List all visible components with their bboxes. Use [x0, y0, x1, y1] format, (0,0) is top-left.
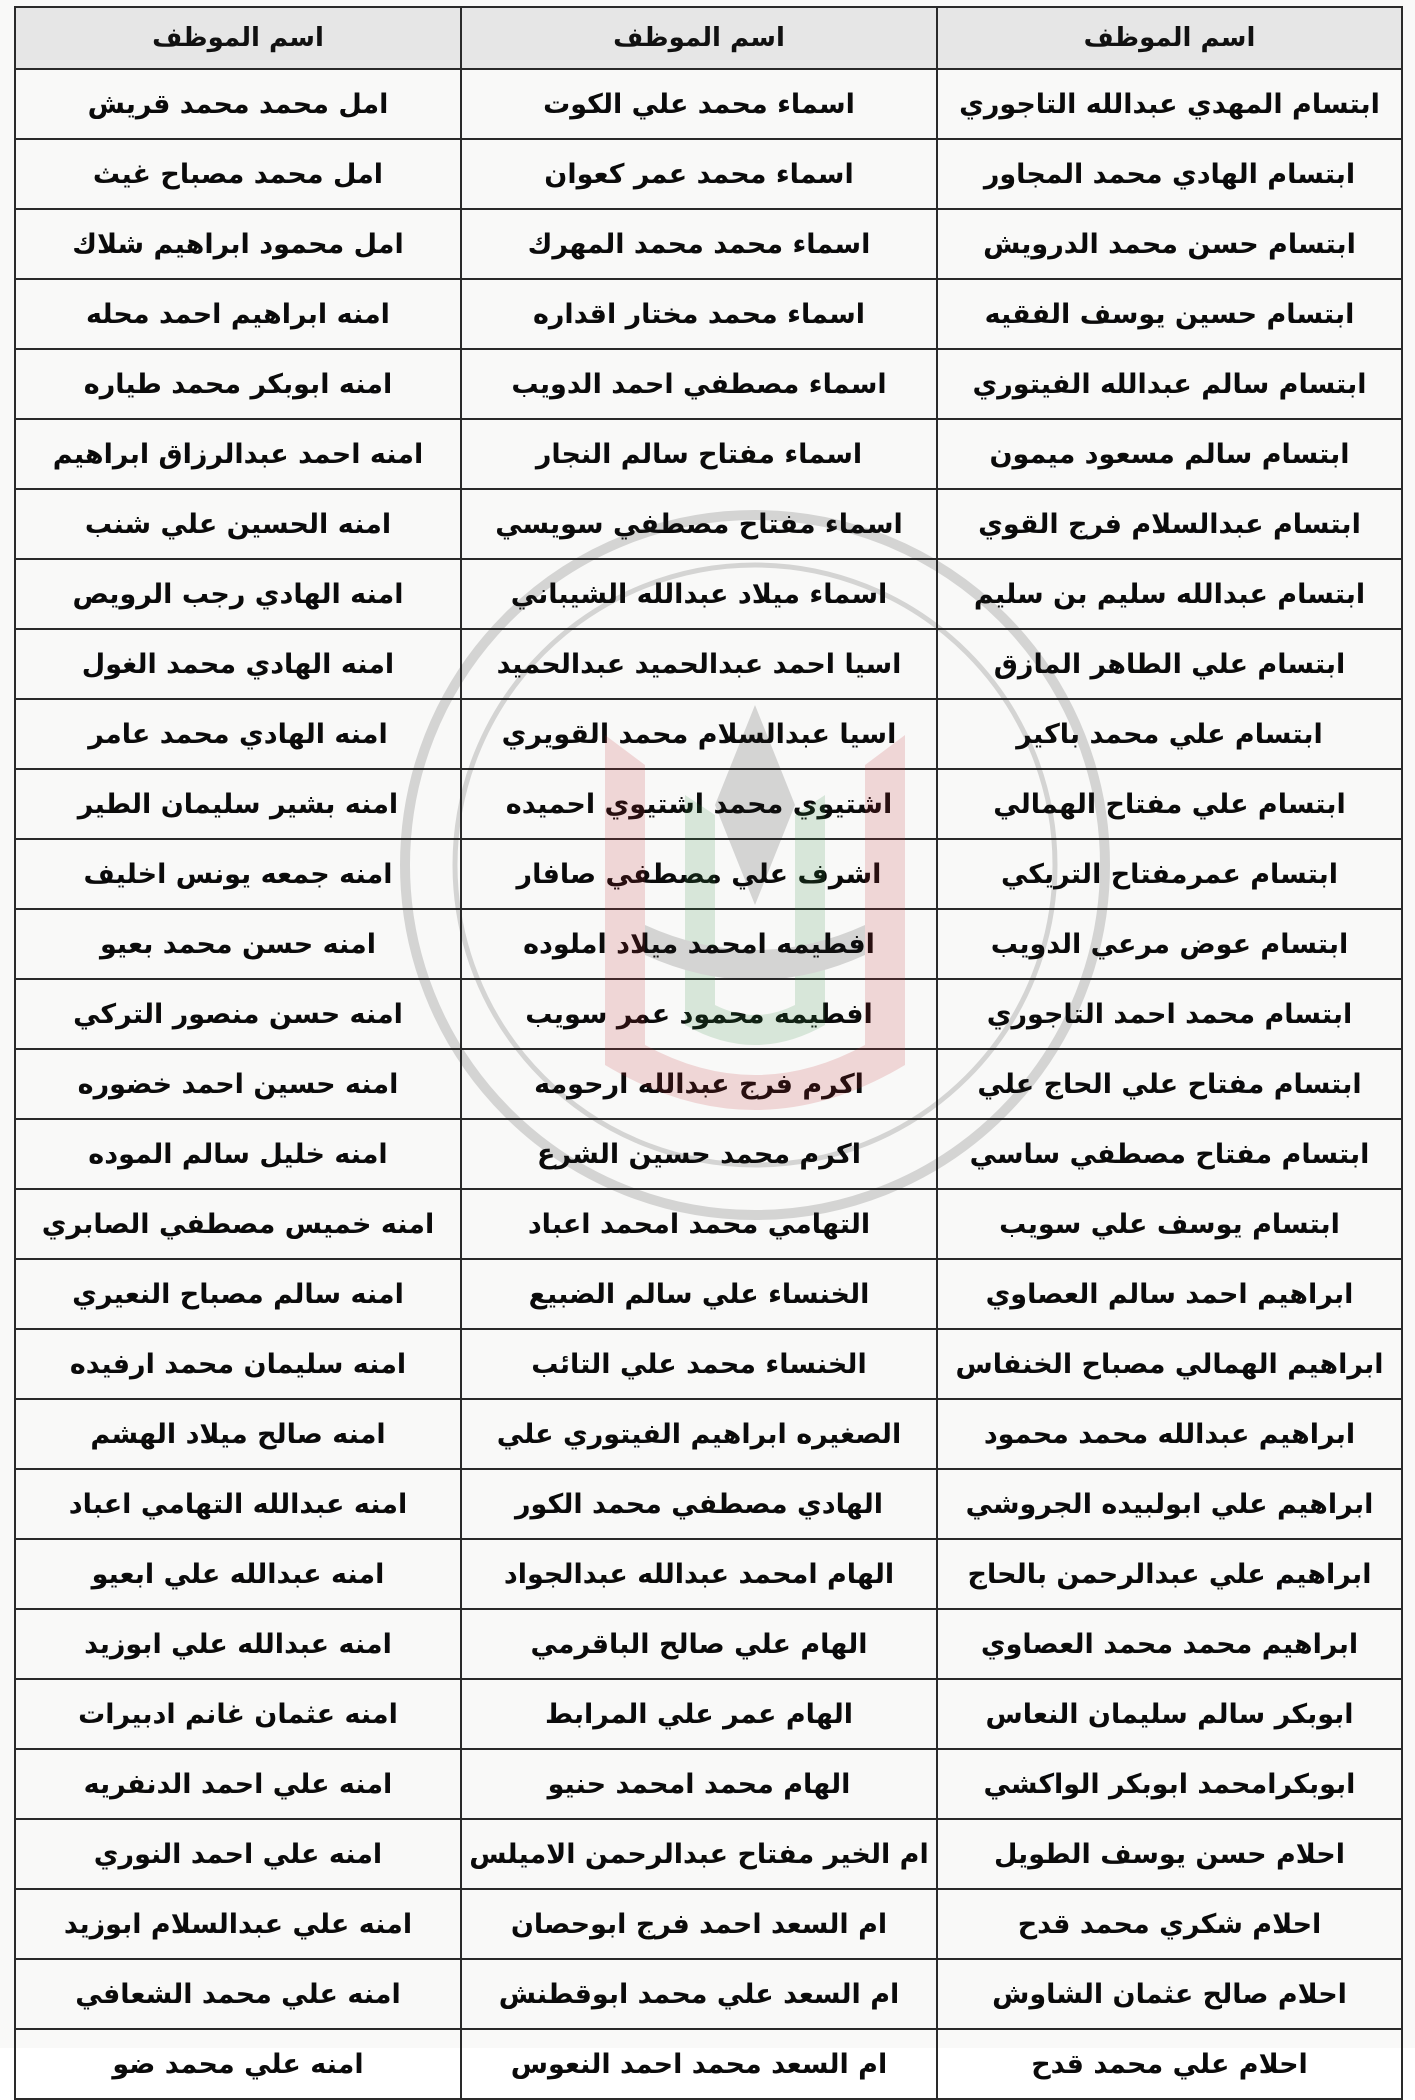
- employee-name-cell: امنه حسين احمد خضوره: [15, 1049, 461, 1119]
- employee-name-cell: امنه الهادي محمد الغول: [15, 629, 461, 699]
- employee-name-cell: ابتسام المهدي عبدالله التاجوري: [937, 69, 1402, 139]
- employee-name-cell: امنه ابراهيم احمد محله: [15, 279, 461, 349]
- table-row: [15, 2029, 1402, 2099]
- employee-name-cell: ابراهيم علي عبدالرحمن بالحاج: [937, 1539, 1402, 1609]
- employee-name-cell: افطيمه محمود عمر سويب: [461, 979, 937, 1049]
- employee-name-cell: ابراهيم محمد محمد العصاوي: [937, 1609, 1402, 1679]
- employee-name-cell: اسيا احمد عبدالحميد عبدالحميد: [461, 629, 937, 699]
- employee-name-cell: امنه علي عبدالسلام ابوزيد: [15, 1889, 461, 1959]
- employee-name-cell: امنه عبدالله التهامي اعباد: [15, 1469, 461, 1539]
- employee-name-cell: اسماء مفتاح مصطفي سويسي: [461, 489, 937, 559]
- table-row: [15, 979, 1402, 1049]
- employee-name-cell: امنه خليل سالم الموده: [15, 1119, 461, 1189]
- employee-name-cell: امنه جمعه يونس اخليف: [15, 839, 461, 909]
- employee-name-cell: احلام علي محمد قدح: [937, 2029, 1402, 2099]
- employee-name-cell: امنه عبدالله علي ابعيو: [15, 1539, 461, 1609]
- table-row: [15, 1049, 1402, 1119]
- table-row: [15, 1259, 1402, 1329]
- table-row: [15, 139, 1402, 209]
- employee-name-cell: احلام حسن يوسف الطويل: [937, 1819, 1402, 1889]
- employee-name-cell: امنه علي احمد النوري: [15, 1819, 461, 1889]
- employee-name-cell: امل محمود ابراهيم شلاك: [15, 209, 461, 279]
- employee-name-cell: التهامي محمد امحمد اعباد: [461, 1189, 937, 1259]
- employee-name-cell: امنه الحسين علي شنب: [15, 489, 461, 559]
- employee-name-cell: اسماء محمد عمر كعوان: [461, 139, 937, 209]
- column-header: اسم الموظف: [461, 7, 937, 69]
- employee-name-cell: ابتسام مفتاح علي الحاج علي: [937, 1049, 1402, 1119]
- employee-name-cell: ابراهيم الهمالي مصباح الخنفاس: [937, 1329, 1402, 1399]
- table-row: [15, 699, 1402, 769]
- employee-name-cell: ام السعد علي محمد ابوقطنش: [461, 1959, 937, 2029]
- employee-name-cell: ابتسام علي الطاهر المازق: [937, 629, 1402, 699]
- employee-name-cell: افطيمه امحمد ميلاد املوده: [461, 909, 937, 979]
- employee-name-cell: ام الخير مفتاح عبدالرحمن الاميلس: [461, 1819, 937, 1889]
- employee-name-cell: اسماء ميلاد عبدالله الشيباني: [461, 559, 937, 629]
- table-row: [15, 1679, 1402, 1749]
- employee-name-cell: اشرف علي مصطفي صافار: [461, 839, 937, 909]
- employee-name-cell: الهادي مصطفي محمد الكور: [461, 1469, 937, 1539]
- table-row: [15, 209, 1402, 279]
- employee-name-cell: امنه الهادي رجب الرويص: [15, 559, 461, 629]
- table-row: [15, 1749, 1402, 1819]
- employee-name-cell: امنه حسن محمد بعيو: [15, 909, 461, 979]
- table-row: [15, 1539, 1402, 1609]
- employee-name-cell: اسماء مصطفي احمد الدويب: [461, 349, 937, 419]
- employee-name-cell: ابتسام عوض مرعي الدويب: [937, 909, 1402, 979]
- employee-name-cell: الهام علي صالح الباقرمي: [461, 1609, 937, 1679]
- table-row: [15, 1889, 1402, 1959]
- employee-name-cell: ابتسام مفتاح مصطفي ساسي: [937, 1119, 1402, 1189]
- employee-name-cell: ام السعد محمد احمد النعوس: [461, 2029, 937, 2099]
- employee-name-cell: اسماء محمد محمد المهرك: [461, 209, 937, 279]
- employee-name-cell: اكرم محمد حسين الشرع: [461, 1119, 937, 1189]
- employee-name-cell: اسماء مفتاح سالم النجار: [461, 419, 937, 489]
- employee-name-cell: ابتسام سالم عبدالله الفيتوري: [937, 349, 1402, 419]
- table-row: [15, 909, 1402, 979]
- table-row: [15, 1329, 1402, 1399]
- employee-name-cell: اكرم فرج عبدالله ارحومه: [461, 1049, 937, 1119]
- table-row: [15, 1189, 1402, 1259]
- employee-name-cell: امنه سالم مصباح النعيري: [15, 1259, 461, 1329]
- table-row: [15, 1399, 1402, 1469]
- table-row: [15, 1609, 1402, 1679]
- employee-name-cell: ابتسام الهادي محمد المجاور: [937, 139, 1402, 209]
- employee-name-cell: ابراهيم علي ابولبيده الجروشي: [937, 1469, 1402, 1539]
- employee-name-cell: اسيا عبدالسلام محمد القويري: [461, 699, 937, 769]
- employee-name-cell: امنه علي محمد الشعافي: [15, 1959, 461, 2029]
- employee-name-cell: امنه سليمان محمد ارفيده: [15, 1329, 461, 1399]
- employee-name-cell: امل محمد مصباح غيث: [15, 139, 461, 209]
- employee-name-cell: اشتيوي محمد اشتيوي احميده: [461, 769, 937, 839]
- table-row: [15, 69, 1402, 139]
- table-row: [15, 839, 1402, 909]
- employee-name-cell: اسماء محمد مختار اقداره: [461, 279, 937, 349]
- employee-name-cell: ابتسام محمد احمد التاجوري: [937, 979, 1402, 1049]
- employee-name-cell: الصغيره ابراهيم الفيتوري علي: [461, 1399, 937, 1469]
- employee-name-cell: ابراهيم عبدالله محمد محمود: [937, 1399, 1402, 1469]
- employee-name-cell: الهام محمد امحمد حنيو: [461, 1749, 937, 1819]
- employee-name-cell: الهام امحمد عبدالله عبدالجواد: [461, 1539, 937, 1609]
- employee-name-cell: ابتسام علي مفتاح الهمالي: [937, 769, 1402, 839]
- employee-name-cell: امنه علي احمد الدنفريه: [15, 1749, 461, 1819]
- employee-name-cell: ابتسام يوسف علي سويب: [937, 1189, 1402, 1259]
- column-header: اسم الموظف: [15, 7, 461, 69]
- table-row: [15, 1119, 1402, 1189]
- employee-name-cell: ابوبكر سالم سليمان النعاس: [937, 1679, 1402, 1749]
- employee-name-cell: امنه حسن منصور التركي: [15, 979, 461, 1049]
- employee-name-cell: امنه عبدالله علي ابوزيد: [15, 1609, 461, 1679]
- header-row: [15, 7, 1402, 69]
- employee-name-cell: امنه الهادي محمد عامر: [15, 699, 461, 769]
- table-row: [15, 559, 1402, 629]
- employee-name-cell: امنه علي محمد ضو: [15, 2029, 461, 2099]
- employee-name-cell: احلام صالح عثمان الشاوش: [937, 1959, 1402, 2029]
- table-row: [15, 1959, 1402, 2029]
- employee-name-cell: امنه احمد عبدالرزاق ابراهيم: [15, 419, 461, 489]
- employee-name-cell: ابتسام حسين يوسف الفقيه: [937, 279, 1402, 349]
- employee-name-cell: الخنساء محمد علي التائب: [461, 1329, 937, 1399]
- employee-name-cell: ابتسام عبدالسلام فرج القوي: [937, 489, 1402, 559]
- table-row: [15, 489, 1402, 559]
- employee-name-cell: امنه عثمان غانم ادبيرات: [15, 1679, 461, 1749]
- employee-name-cell: ابتسام حسن محمد الدرويش: [937, 209, 1402, 279]
- column-header: اسم الموظف: [937, 7, 1402, 69]
- employee-names-table: [14, 6, 1403, 2100]
- employee-name-cell: ابتسام عمرمفتاح التريكي: [937, 839, 1402, 909]
- employee-name-cell: امنه خميس مصطفي الصابري: [15, 1189, 461, 1259]
- employee-name-cell: الهام عمر علي المرابط: [461, 1679, 937, 1749]
- employee-name-cell: امل محمد محمد قريش: [15, 69, 461, 139]
- employee-name-cell: امنه بشير سليمان الطير: [15, 769, 461, 839]
- table-row: [15, 769, 1402, 839]
- employee-name-cell: ابتسام عبدالله سليم بن سليم: [937, 559, 1402, 629]
- table-body: [15, 69, 1402, 2099]
- employee-name-cell: الخنساء علي سالم الضبيع: [461, 1259, 937, 1329]
- table-row: [15, 629, 1402, 699]
- employee-name-cell: ابوبكرامحمد ابوبكر الواكشي: [937, 1749, 1402, 1819]
- employee-name-cell: ام السعد احمد فرج ابوحصان: [461, 1889, 937, 1959]
- table-row: [15, 1469, 1402, 1539]
- table-row: [15, 419, 1402, 489]
- employee-name-cell: ابراهيم احمد سالم العصاوي: [937, 1259, 1402, 1329]
- employee-name-cell: ابتسام سالم مسعود ميمون: [937, 419, 1402, 489]
- employee-name-cell: ابتسام علي محمد باكير: [937, 699, 1402, 769]
- employee-name-cell: احلام شكري محمد قدح: [937, 1889, 1402, 1959]
- table-row: [15, 1819, 1402, 1889]
- employee-name-cell: امنه ابوبكر محمد طياره: [15, 349, 461, 419]
- table-row: [15, 349, 1402, 419]
- table-row: [15, 279, 1402, 349]
- employee-name-cell: امنه صالح ميلاد الهشم: [15, 1399, 461, 1469]
- employee-name-cell: اسماء محمد علي الكوت: [461, 69, 937, 139]
